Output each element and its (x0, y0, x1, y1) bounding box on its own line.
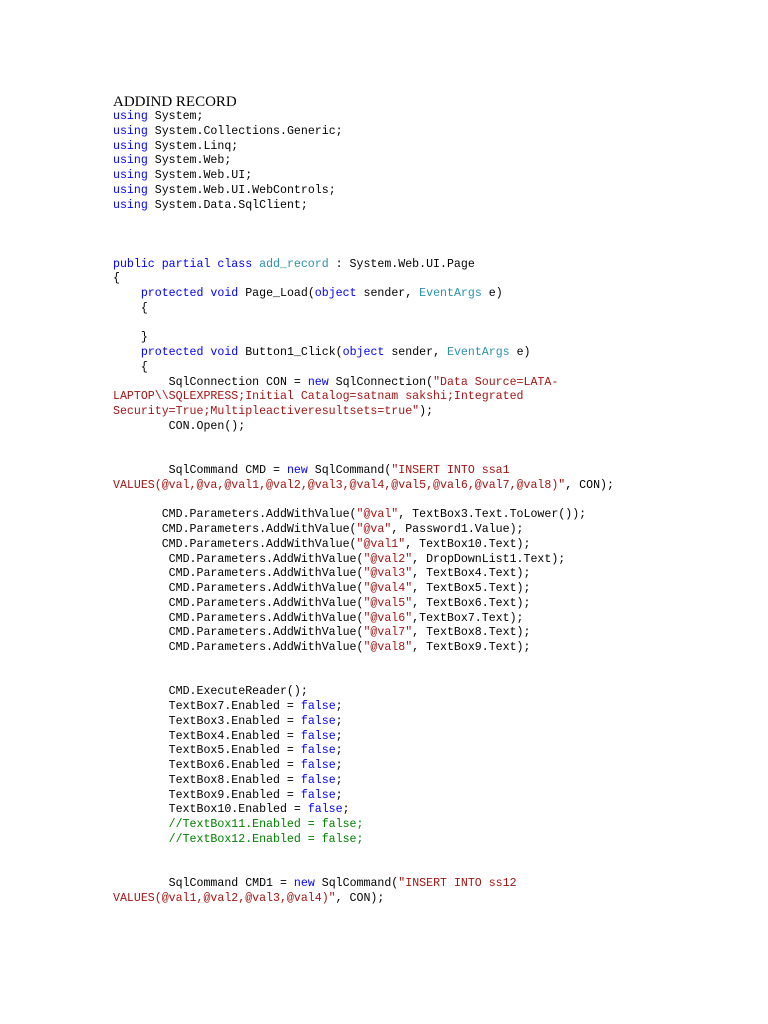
code-token-str: "INSERT INTO ssa1 (391, 464, 510, 477)
code-token-plain: TextBox5.Enabled = (113, 744, 301, 758)
code-token-plain: SqlCommand CMD1 = (113, 877, 294, 890)
code-token-plain: { (113, 272, 120, 286)
code-token-kw: using (113, 124, 148, 138)
code-token-plain (113, 287, 141, 300)
code-token-plain: ; (335, 788, 343, 802)
code-line (113, 730, 763, 745)
code-token-plain: , TextBox4.Text); (412, 567, 531, 581)
code-line (113, 420, 763, 435)
code-token-kw: new (286, 464, 308, 477)
code-line (113, 317, 763, 332)
code-token-plain: CMD.Parameters.AddWithValue( (113, 537, 357, 551)
code-token-str: "@val8" (363, 641, 413, 654)
code-line (113, 464, 763, 479)
code-token-str: "@val" (356, 508, 399, 522)
code-token-plain: SqlCommand( (307, 464, 392, 477)
code-token-kw: using (113, 169, 148, 182)
code-token-kw: new (307, 375, 329, 389)
code-line (113, 774, 763, 789)
code-token-plain: CMD.Parameters.AddWithValue( (113, 552, 364, 566)
code-token-kw: using (113, 110, 148, 123)
code-line (113, 272, 763, 287)
code-token-plain: TextBox3.Enabled = (113, 714, 301, 728)
code-line (113, 361, 763, 376)
code-token-plain: , DropDownList1.Text); (412, 552, 566, 566)
code-line (113, 833, 763, 848)
code-token-type: EventArgs (447, 346, 510, 359)
code-token-plain: , TextBox10.Text); (405, 537, 531, 551)
code-token-cmt: //TextBox12.Enabled = false; (113, 832, 364, 846)
code-token-plain: sender, (384, 346, 447, 359)
code-line (113, 376, 763, 391)
code-line (113, 523, 763, 538)
code-token-plain: , TextBox9.Text); (412, 641, 531, 654)
code-token-plain: TextBox6.Enabled = (113, 759, 301, 772)
code-token-str: LAPTOP\\SQLEXPRESS;Initial Catalog=satnam sakshi;Integrated (113, 390, 524, 404)
code-token-plain: ; (335, 773, 343, 787)
code-token-plain: System.Web.UI; (147, 169, 253, 182)
code-token-str: "@val2" (363, 552, 413, 566)
code-token-plain: SqlConnection CON = (113, 375, 308, 389)
code-line (113, 199, 763, 214)
code-token-plain: { (113, 301, 148, 315)
code-line (113, 685, 763, 700)
code-token-kw: false (300, 744, 336, 758)
code-line (113, 449, 763, 464)
code-token-plain: e) (509, 346, 531, 359)
code-token-str: "@val5" (363, 596, 413, 610)
code-line (113, 848, 763, 863)
code-token-kw: object (342, 346, 385, 359)
code-line (113, 789, 763, 804)
code-line (113, 213, 763, 228)
code-line (113, 405, 763, 420)
code-token-plain: ; (342, 803, 350, 817)
code-line (113, 803, 763, 818)
code-line (113, 641, 763, 656)
code-token-kw: false (300, 759, 336, 772)
code-token-kw: false (300, 700, 336, 713)
code-token-plain: } (113, 331, 148, 345)
code-token-str: "@va" (356, 523, 392, 536)
code-line (113, 744, 763, 759)
code-line (113, 346, 763, 361)
code-token-plain: TextBox9.Enabled = (113, 788, 301, 802)
code-token-plain: , TextBox3.Text.ToLower()); (398, 508, 587, 522)
code-token-type: add_record (259, 257, 329, 271)
code-token-kw: false (300, 773, 336, 787)
code-token-plain: { (113, 360, 148, 374)
code-token-str: "@val6" (363, 611, 413, 625)
code-token-kw: protected void (140, 287, 239, 300)
code-token-plain: ; (335, 759, 343, 772)
code-line (113, 759, 763, 774)
code-token-kw: public partial class (113, 257, 260, 271)
code-line (113, 626, 763, 641)
code-token-plain: System.Collections.Generic; (147, 124, 343, 138)
code-token-kw: false (300, 788, 336, 802)
page-title: ADDIND RECORD (113, 94, 237, 110)
code-token-plain: CMD.Parameters.AddWithValue( (113, 596, 364, 610)
code-listing (113, 110, 763, 907)
code-line (113, 597, 763, 612)
code-token-plain: System; (147, 110, 204, 123)
code-token-plain: , CON); (565, 478, 614, 492)
code-token-plain: CMD.Parameters.AddWithValue( (113, 508, 357, 522)
code-token-kw: new (293, 877, 315, 890)
code-token-plain: CMD.Parameters.AddWithValue( (113, 641, 364, 654)
code-token-plain: ); (419, 405, 434, 418)
code-token-plain: , TextBox5.Text); (412, 582, 531, 595)
code-token-kw: protected void (140, 346, 239, 359)
code-token-plain: , Password1.Value); (391, 523, 524, 536)
code-line (113, 700, 763, 715)
code-token-plain: , CON); (335, 891, 385, 905)
code-line (113, 125, 763, 140)
code-line (113, 258, 763, 273)
code-token-plain: SqlCommand( (314, 877, 399, 890)
code-line (113, 538, 763, 553)
code-token-str: "@val1" (356, 537, 406, 551)
code-line (113, 479, 763, 494)
code-token-plain: e) (481, 287, 503, 300)
code-token-plain: TextBox4.Enabled = (113, 729, 301, 743)
code-token-str: Security=True;Multipleactiveresultsets=true" (113, 405, 420, 418)
code-line (113, 553, 763, 568)
code-line (113, 671, 763, 686)
code-token-plain: sender, (356, 287, 420, 300)
code-line (113, 331, 763, 346)
code-token-kw: using (113, 198, 148, 212)
code-line (113, 494, 763, 509)
code-token-plain: ,TextBox7.Text); (412, 611, 524, 625)
code-token-kw: object (314, 287, 357, 300)
code-token-kw: false (300, 729, 336, 743)
code-token-plain: ; (335, 714, 343, 728)
code-token-kw: false (307, 803, 343, 817)
code-token-plain: , TextBox8.Text); (412, 626, 531, 640)
code-token-plain: , TextBox6.Text); (412, 596, 531, 610)
code-line (113, 508, 763, 523)
code-token-str: "@val7" (363, 626, 413, 640)
code-token-plain: SqlCommand CMD = (113, 464, 287, 477)
code-token-plain: CMD.Parameters.AddWithValue( (113, 611, 364, 625)
code-line (113, 243, 763, 258)
code-token-str: VALUES(@val1,@val2,@val3,@val4)" (113, 891, 336, 905)
code-line (113, 228, 763, 243)
code-token-kw: using (113, 183, 148, 197)
code-line (113, 612, 763, 627)
code-line (113, 184, 763, 199)
code-line (113, 862, 763, 877)
code-line (113, 302, 763, 317)
code-token-plain: Button1_Click( (238, 346, 343, 359)
code-token-plain: System.Web.UI.WebControls; (147, 183, 336, 197)
code-token-plain: TextBox7.Enabled = (113, 700, 301, 713)
code-token-str: VALUES(@val,@va,@val1,@val2,@val3,@val4,@val5,@val6,@val7,@val8)" (113, 478, 566, 492)
code-token-plain (113, 346, 141, 359)
code-token-plain: CMD.Parameters.AddWithValue( (113, 582, 364, 595)
code-token-plain: : System.Web.UI.Page (328, 257, 475, 271)
code-token-plain: System.Web; (147, 154, 232, 168)
code-token-plain: TextBox8.Enabled = (113, 773, 301, 787)
code-line (113, 877, 763, 892)
code-token-str: "Data Source=LATA- (433, 375, 559, 389)
code-token-kw: using (113, 139, 148, 153)
code-token-plain: CMD.ExecuteReader(); (113, 685, 308, 699)
code-token-plain: ; (335, 729, 343, 743)
code-token-plain: SqlConnection( (328, 375, 434, 389)
code-token-plain: CMD.Parameters.AddWithValue( (113, 523, 357, 536)
code-token-plain: CMD.Parameters.AddWithValue( (113, 626, 364, 640)
code-line (113, 435, 763, 450)
code-line (113, 818, 763, 833)
code-line (113, 892, 763, 907)
code-token-plain: ; (335, 700, 343, 713)
code-line (113, 169, 763, 184)
code-line (113, 140, 763, 155)
code-line (113, 715, 763, 730)
code-token-plain: System.Linq; (147, 139, 239, 153)
code-token-kw: false (300, 714, 336, 728)
code-token-type: EventArgs (419, 287, 482, 300)
code-line (113, 567, 763, 582)
code-token-str: "INSERT INTO ss12 (398, 877, 517, 890)
code-token-plain: CMD.Parameters.AddWithValue( (113, 567, 364, 581)
code-line (113, 287, 763, 302)
code-token-cmt: //TextBox11.Enabled = false; (113, 818, 364, 831)
code-line (113, 110, 763, 125)
code-token-plain: TextBox10.Enabled = (113, 803, 308, 817)
code-line (113, 582, 763, 597)
code-line (113, 390, 763, 405)
code-line (113, 154, 763, 169)
code-token-plain: CON.Open(); (113, 419, 246, 433)
code-token-plain: Page_Load( (238, 287, 315, 300)
code-token-str: "@val3" (363, 567, 413, 581)
code-token-plain: ; (335, 744, 343, 758)
code-token-plain: System.Data.SqlClient; (147, 198, 308, 212)
code-line (113, 656, 763, 671)
code-token-kw: using (113, 154, 148, 168)
code-token-str: "@val4" (363, 582, 413, 595)
